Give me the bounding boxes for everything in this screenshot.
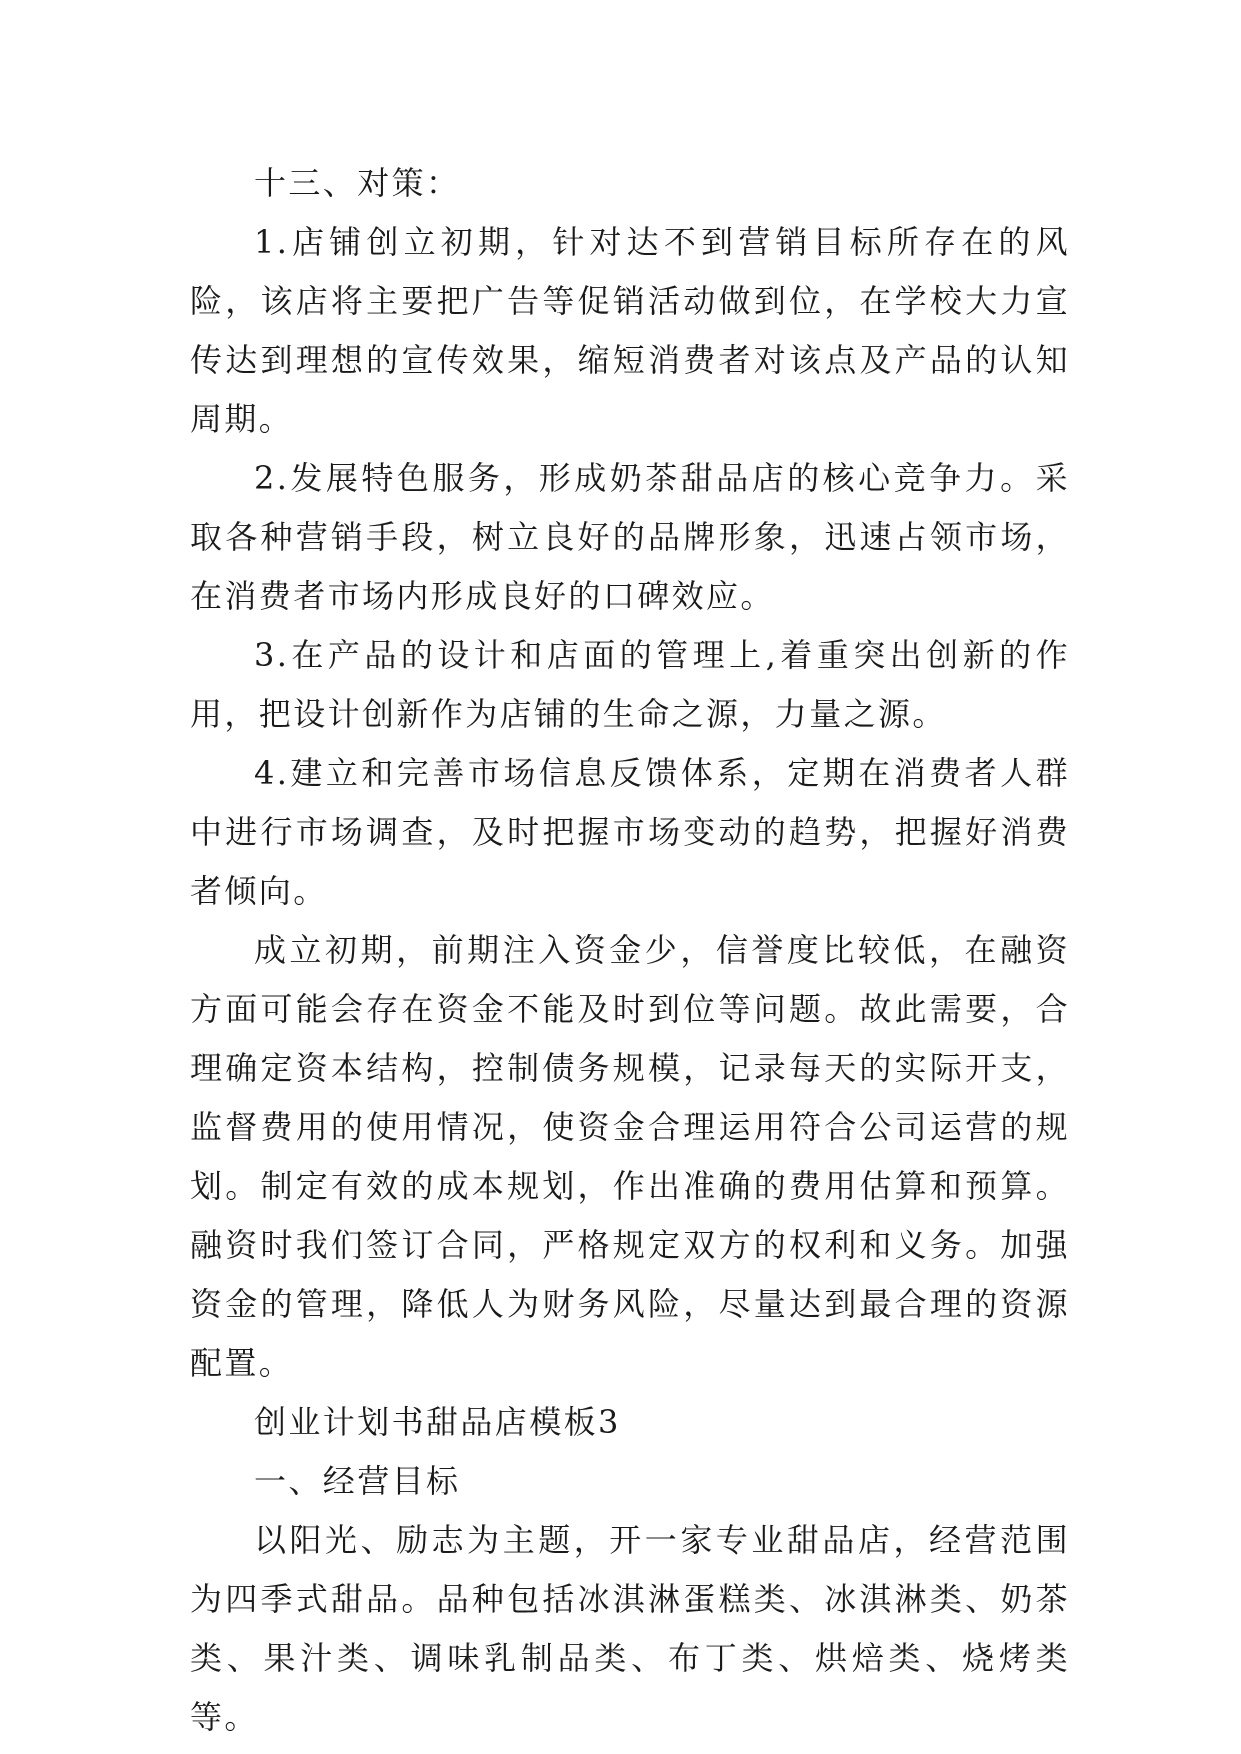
section-heading-business-goal: 一、经营目标	[254, 1462, 461, 1500]
paragraph-business-goal: 以阳光、励志为主题，开一家专业甜品店，经营范围为四季式甜品。品种包括冰淇淋蛋糕类、冰淇淋类、奶茶类、果汁类、调味乳制品类、布丁类、烘焙类、烧烤类等。	[190, 1521, 1070, 1736]
template-title: 创业计划书甜品店模板3	[254, 1403, 621, 1441]
paragraph-countermeasure-4: 4.建立和完善市场信息反馈体系，定期在消费者人群中进行市场调查，及时把握市场变动的趋势，把握好消费者倾向。	[190, 754, 1070, 910]
document-body	[190, 154, 1070, 1747]
paragraph-countermeasure-2: 2.发展特色服务，形成奶茶甜品店的核心竞争力。采取各种营销手段，树立良好的品牌形象，迅速占领市场，在消费者市场内形成良好的口碑效应。	[190, 459, 1070, 615]
paragraph-financing: 成立初期，前期注入资金少，信誉度比较低，在融资方面可能会存在资金不能及时到位等问题。故此需要，合理确定资本结构，控制债务规模，记录每天的实际开支，监督费用的使用情况，使资金合理运用符合公司运营的规划。制定有效的成本规划，作出准确的费用估算和预算。融资时我们签订合同，严格规定双方的权利和义务。加强资金的管理，降低人为财务风险，尽量达到最合理的资源配置。	[190, 931, 1070, 1382]
paragraph-countermeasure-3: 3.在产品的设计和店面的管理上,着重突出创新的作用，把设计创新作为店铺的生命之源，力量之源。	[190, 636, 1070, 733]
section-heading-countermeasures: 十三、对策：	[254, 164, 461, 202]
paragraph-countermeasure-1: 1.店铺创立初期，针对达不到营销目标所存在的风险，该店将主要把广告等促销活动做到位，在学校大力宣传达到理想的宣传效果，缩短消费者对该点及产品的认知周期。	[190, 223, 1070, 438]
